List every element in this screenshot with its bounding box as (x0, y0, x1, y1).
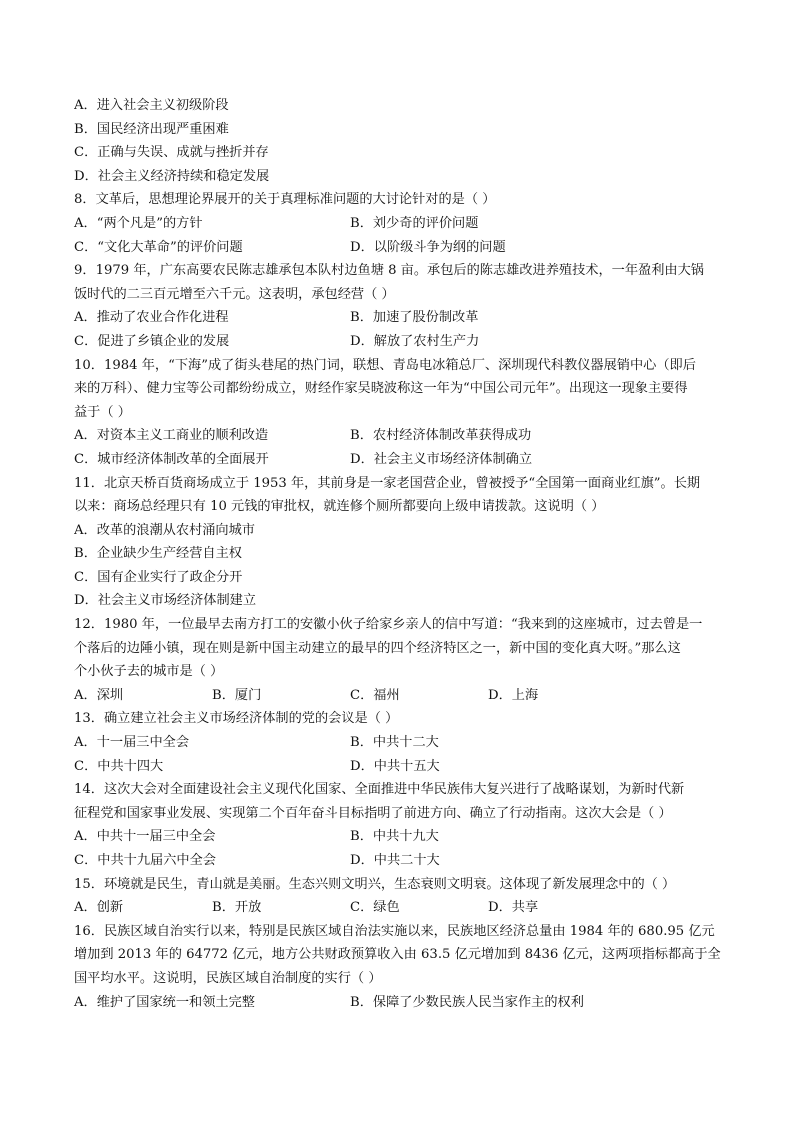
q10-option-c: C．城市经济体制改革的全面展开 (74, 451, 269, 467)
q12-option-c: C．福州 (350, 687, 400, 703)
q15-option-a: A．创新 (74, 900, 124, 916)
q15-option-b: B．开放 (212, 900, 262, 916)
q9-stem-line-1: 9．1979 年，广东高要农民陈志雄承包本队村边鱼塘 8 亩。承包后的陈志雄改进养殖技术，一年盈利由大锅 (74, 263, 704, 279)
q10-options-row-2 (74, 448, 724, 472)
q10-stem-line-1: 10．1984 年，“下海”成了街头巷尾的热门词，联想、青岛电冰箱总厂、深圳现代科教仪器展销中心（即后 (74, 357, 696, 373)
q11-option-d: D．社会主义市场经济体制建立 (74, 593, 257, 609)
q11-stem-line-1: 11．北京天桥百货商场成立于 1953 年，其前身是一家老国营企业，曾被授予“全国第一面商业红旗”。长期 (74, 475, 701, 491)
q10-stem-line-3: 益于（ ） (74, 404, 131, 420)
q8-option-b: B．刘少奇的评价问题 (350, 215, 479, 231)
q13-stem: 13．确立建立社会主义市场经济体制的党的会议是（ ） (74, 711, 399, 727)
q7-option-b: B．国民经济出现严重困难 (74, 121, 229, 137)
q10-option-b: B．农村经济体制改革获得成功 (350, 428, 532, 444)
q10-option-a: A．对资本主义工商业的顺利改造 (74, 428, 269, 444)
q12-option-a: A．深圳 (74, 687, 124, 703)
q7-option-c: C．正确与失误、成就与挫折并存 (74, 145, 269, 161)
q14-options-row-1 (74, 825, 724, 849)
q15-stem: 15．环境就是民生，青山就是美丽。生态兴则文明兴，生态衰则文明衰。这体现了新发展理念中的（ ） (74, 876, 676, 892)
q14-stem-line-2: 征程党和国家事业发展、实现第二个百年奋斗目标指明了前进方向、确立了行动指南。这次大会是（ ） (74, 805, 672, 821)
q12-stem-line-1: 12．1980 年，一位最早去南方打工的安徽小伙子给家乡亲人的信中写道：“我来到的这座城市，过去曾是一 (74, 617, 703, 633)
q12-options-row (74, 684, 724, 708)
q16-options-row-1 (74, 991, 724, 1015)
q15-option-d: D．共享 (488, 900, 539, 916)
q12-stem-line-2: 个落后的边陲小镇，现在则是新中国主动建立的最早的四个经济特区之一，新中国的变化真大呀。”那么这 (74, 640, 681, 656)
q9-option-d: D．解放了农村生产力 (350, 333, 480, 349)
q13-options-row-1 (74, 731, 724, 755)
q11-option-a: A．改革的浪潮从农村涌向城市 (74, 522, 255, 538)
q11-stem-line-2: 以来：商场总经理只有 10 元钱的审批权，就连修个厕所都要向上级申请拨款。这说明（ ） (74, 499, 605, 515)
question-list (74, 94, 724, 1014)
q14-option-b: B．中共十九大 (350, 829, 439, 845)
q8-stem: 8．文革后，思想理论界展开的关于真理标准问题的大讨论针对的是（ ） (74, 192, 496, 208)
q14-option-c: C．中共十九届六中全会 (74, 853, 216, 868)
q7-option-a: A．进入社会主义初级阶段 (74, 98, 229, 113)
q10-options-row-1 (74, 424, 724, 448)
q13-options-row-2 (74, 755, 724, 779)
q7-option-d: D．社会主义经济持续和稳定发展 (74, 168, 270, 184)
q12-stem-line-3: 个小伙子去的城市是（ ） (74, 664, 224, 680)
q14-options-row-2 (74, 849, 724, 873)
q10-option-d: D．社会主义市场经济体制确立 (350, 451, 533, 467)
q14-option-d: D．中共二十大 (350, 853, 440, 868)
q15-options-row (74, 896, 724, 920)
q14-stem-line-1: 14．这次大会对全面建设社会主义现代化国家、全面推进中华民族伟大复兴进行了战略谋划，为新时代新 (74, 782, 685, 798)
q13-option-a: A．十一届三中全会 (74, 735, 190, 751)
q8-options-row-1 (74, 212, 724, 236)
q16-option-b: B．保障了少数民族人民当家作主的权利 (350, 994, 584, 1010)
q9-option-c: C．促进了乡镇企业的发展 (74, 333, 230, 349)
q13-option-b: B．中共十二大 (350, 735, 439, 751)
q9-option-b: B．加速了股份制改革 (350, 310, 479, 326)
q8-option-c: C．“文化大革命”的评价问题 (74, 239, 243, 255)
q16-option-a: A．维护了国家统一和领土完整 (74, 994, 255, 1010)
q16-stem-line-2: 增加到 2013 年的 64772 亿元，地方公共财政预算收入由 63.5 亿元增加到 8436 亿元，这两项指标都高于全 (74, 947, 721, 963)
q11-option-c: C．国有企业实行了政企分开 (74, 569, 243, 585)
q9-stem-line-2: 饭时代的二三百元增至六千元。这表明，承包经营（ ） (74, 286, 395, 302)
q9-option-a: A．推动了农业合作化进程 (74, 310, 229, 326)
q12-option-d: D．上海 (488, 687, 539, 703)
q8-options-row-2 (74, 236, 724, 260)
q9-options-row-2 (74, 330, 724, 354)
q15-option-c: C．绿色 (350, 900, 400, 916)
q11-option-b: B．企业缺少生产经营自主权 (74, 546, 242, 562)
q12-option-b: B．厦门 (212, 687, 262, 703)
q9-options-row-1 (74, 306, 724, 330)
q16-stem-line-3: 国平均水平。这说明，民族区域自治制度的实行（ ） (74, 970, 382, 986)
q8-option-d: D．以阶级斗争为纲的问题 (350, 239, 506, 255)
q16-stem-line-1: 16．民族区域自治实行以来，特别是民族区域自治法实施以来，民族地区经济总量由 1984 年的 680.95 亿元 (74, 923, 715, 939)
q14-option-a: A．中共十一届三中全会 (74, 829, 216, 845)
q10-stem-line-2: 来的万科）、健力宝等公司都纷纷成立，财经作家吴晓波称这一年为“中国公司元年”。出现这一现象主要得 (74, 381, 688, 397)
q8-option-a: A．“两个凡是”的方针 (74, 215, 203, 231)
q13-option-d: D．中共十五大 (350, 758, 440, 774)
q13-option-c: C．中共十四大 (74, 758, 164, 774)
